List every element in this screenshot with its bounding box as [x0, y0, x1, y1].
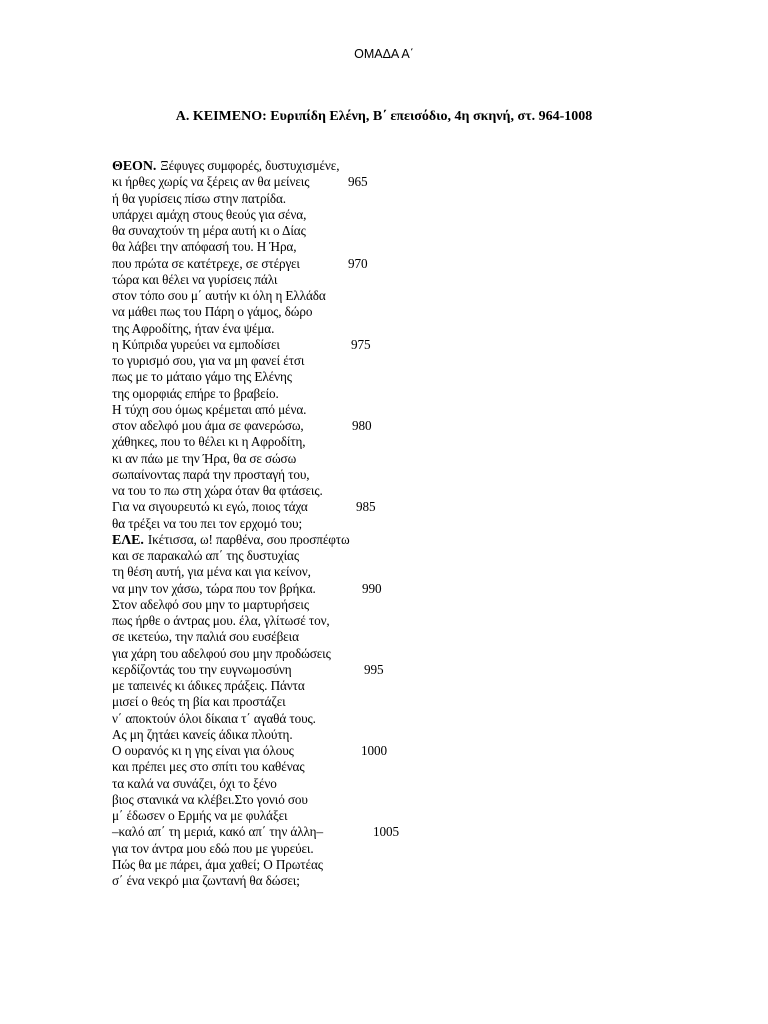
verse-text: τώρα και θέλει να γυρίσεις πάλι — [112, 271, 278, 287]
verse-text: Ας μη ζητάει κανείς άδικα πλούτη. — [112, 726, 293, 742]
verse-text: Για να σιγουρευτώ κι εγώ, ποιος τάχα — [112, 499, 308, 515]
verse-text: πως με το μάταιο γάμο της Ελένης — [112, 369, 292, 385]
verse-text: που πρώτα σε κατέτρεχε, σε στέργει — [112, 255, 300, 271]
verse-line — [112, 743, 672, 759]
verse-number: 980 — [352, 418, 372, 433]
verse-text: της Αφροδίτης, ήταν ένα ψέμα. — [112, 320, 275, 336]
verse-line — [112, 467, 672, 483]
verse-line — [112, 223, 672, 239]
verse-line — [112, 174, 672, 190]
verse-text: ή θα γυρίσεις πίσω στην πατρίδα. — [112, 190, 286, 206]
verse-line — [112, 776, 672, 792]
verse-line — [112, 207, 672, 223]
verse-number: 970 — [348, 255, 368, 271]
verse-text: να μάθει πως του Πάρη ο γάμος, δώρο — [112, 304, 313, 320]
verse-number: 990 — [362, 580, 382, 596]
verse-text: μισεί ο θεός τη βία και προστάζει — [112, 694, 286, 710]
verse-line — [112, 824, 672, 840]
verse-line — [112, 613, 672, 629]
verse-line — [112, 288, 672, 304]
verse-line — [112, 304, 672, 320]
verse-text: για τον άντρα μου εδώ που με γυρεύει. — [112, 840, 314, 856]
verse-text: υπάρχει αμάχη στους θεούς για σένα, — [112, 206, 307, 222]
verse-text: πως ήρθε ο άντρας μου. έλα, γλίτωσέ τον, — [112, 613, 330, 628]
verse-text: το γυρισμό σου, για να μη φανεί έτσι — [112, 353, 305, 368]
verse-line — [112, 434, 672, 450]
verse-text: Στον αδελφό σου μην το μαρτυρήσεις — [112, 596, 309, 612]
verse-line — [112, 353, 672, 369]
verse-text: Ο ουρανός κι η γης είναι για όλους — [112, 743, 294, 758]
verse-line — [112, 646, 672, 662]
verse-text: θα συναχτούν τη μέρα αυτή κι ο Δίας — [112, 223, 306, 238]
verse-line — [112, 191, 672, 207]
verse-line — [112, 158, 672, 174]
verse-text: μ΄ έδωσεν ο Ερμής να με φυλάξει — [112, 808, 288, 823]
verse-text: τα καλά να συνάζει, όχι το ξένο — [112, 775, 277, 791]
verse-line — [112, 516, 672, 532]
verse-text: σ΄ ένα νεκρό μια ζωντανή θα δώσει; — [112, 873, 300, 888]
verse-text: Πώς θα με πάρει, άμα χαθεί; Ο Πρωτέας — [112, 856, 323, 872]
verse-text: και σε παρακαλώ απ΄ της δυστυχίας — [112, 548, 299, 563]
verse-text: και πρέπει μες στο σπίτι του καθένας — [112, 759, 305, 775]
verse-line — [112, 402, 672, 418]
verse-line — [112, 841, 672, 857]
verse-text: να του το πω στη χώρα όταν θα φτάσεις. — [112, 483, 323, 498]
verse-line — [112, 499, 672, 515]
verse-text: Ικέτισσα, ω! παρθένα, σου προσπέφτω — [147, 531, 350, 547]
verse-number: 1005 — [373, 824, 399, 840]
verse-text: για χάρη του αδελφού σου μην προδώσεις — [112, 645, 331, 661]
speaker-label: ΘΕΟΝ. — [112, 159, 157, 174]
verse-text: βιος στανικά να κλέβει.Στο γονιό σου — [112, 791, 308, 807]
verse-text: Η τύχη σου όμως κρέμεται από μένα. — [112, 401, 307, 417]
verse-text: κερδίζοντάς του την ευγνωμοσύνη — [112, 661, 292, 677]
speaker-label: ΕΛΕ. — [112, 532, 144, 548]
verse-line — [112, 678, 672, 694]
verse-line — [112, 272, 672, 288]
verse-text: στον τόπο σου μ΄ αυτήν κι όλη η Ελλάδα — [112, 288, 326, 303]
verse-text: στον αδελφό μου άμα σε φανερώσω, — [112, 418, 304, 433]
verse-line — [112, 857, 672, 873]
verse-line — [112, 597, 672, 613]
verse-text: κι αν πάω με την Ήρα, θα σε σώσω — [112, 450, 297, 466]
verse-line — [112, 694, 672, 710]
verse-number: 1000 — [361, 743, 387, 758]
verse-line — [112, 792, 672, 808]
verse-text: ν΄ αποκτούν όλοι δίκαια τ΄ αγαθά τους. — [112, 710, 316, 726]
verse-text: τη θέση αυτή, για μένα και για κείνον, — [112, 564, 311, 580]
verse-text: σε ικετεύω, την παλιά σου ευσέβεια — [112, 629, 299, 645]
verse-line — [112, 548, 672, 564]
document-title: Α. ΚΕΙΜΕΝΟ: Ευριπίδη Ελένη, Β΄ επεισόδιο, 4η σκηνή, στ. 964-1008 — [175, 109, 593, 124]
verse-line — [112, 321, 672, 337]
verse-text: θα τρέξει να του πει τον ερχομό του; — [112, 515, 303, 531]
group-title: ΟΜΑΔΑ Α΄ — [354, 47, 414, 61]
verse-line — [112, 256, 672, 272]
verse-line — [112, 239, 672, 255]
verse-text: –καλό απ΄ τη μεριά, κακό απ΄ την άλλη– — [112, 824, 323, 840]
verse-text: να μην τον χάσω, τώρα που τον βρήκα. — [112, 580, 316, 596]
verse-number: 995 — [364, 661, 384, 677]
verse-line — [112, 808, 672, 824]
verse-line — [112, 564, 672, 580]
verse-line — [112, 581, 672, 597]
verse-text: κι ήρθες χωρίς να ξέρεις αν θα μείνεις — [112, 174, 310, 190]
verse-line — [112, 711, 672, 727]
verse-line — [112, 386, 672, 402]
verse-line — [112, 873, 672, 889]
verse-line — [112, 369, 672, 385]
verse-text: η Κύπριδα γυρεύει να εμποδίσει — [112, 336, 280, 352]
verse-text: χάθηκες, που το θέλει κι η Αφροδίτη, — [112, 434, 306, 450]
verse-text: της ομορφιάς επήρε το βραβείο. — [112, 385, 279, 401]
verse-text: με ταπεινές κι άδικες πράξεις. Πάντα — [112, 678, 305, 693]
verse-line — [112, 662, 672, 678]
verse-number: 965 — [348, 174, 368, 190]
verse-line — [112, 337, 672, 353]
verse-number: 975 — [351, 336, 371, 352]
verse-text: θα λάβει την απόφασή του. Η Ήρα, — [112, 239, 297, 255]
verse-line — [112, 629, 672, 645]
verse-text: Ξέφυγες συμφορές, δυστυχισμένε, — [160, 158, 340, 173]
verse-line — [112, 532, 672, 548]
verse-line — [112, 418, 672, 434]
verse-text: σωπαίνοντας παρά την προσταγή του, — [112, 466, 310, 482]
verse-line — [112, 727, 672, 743]
verse-line — [112, 451, 672, 467]
verse-number: 985 — [356, 499, 376, 515]
verse-line — [112, 759, 672, 775]
verse-line — [112, 483, 672, 499]
